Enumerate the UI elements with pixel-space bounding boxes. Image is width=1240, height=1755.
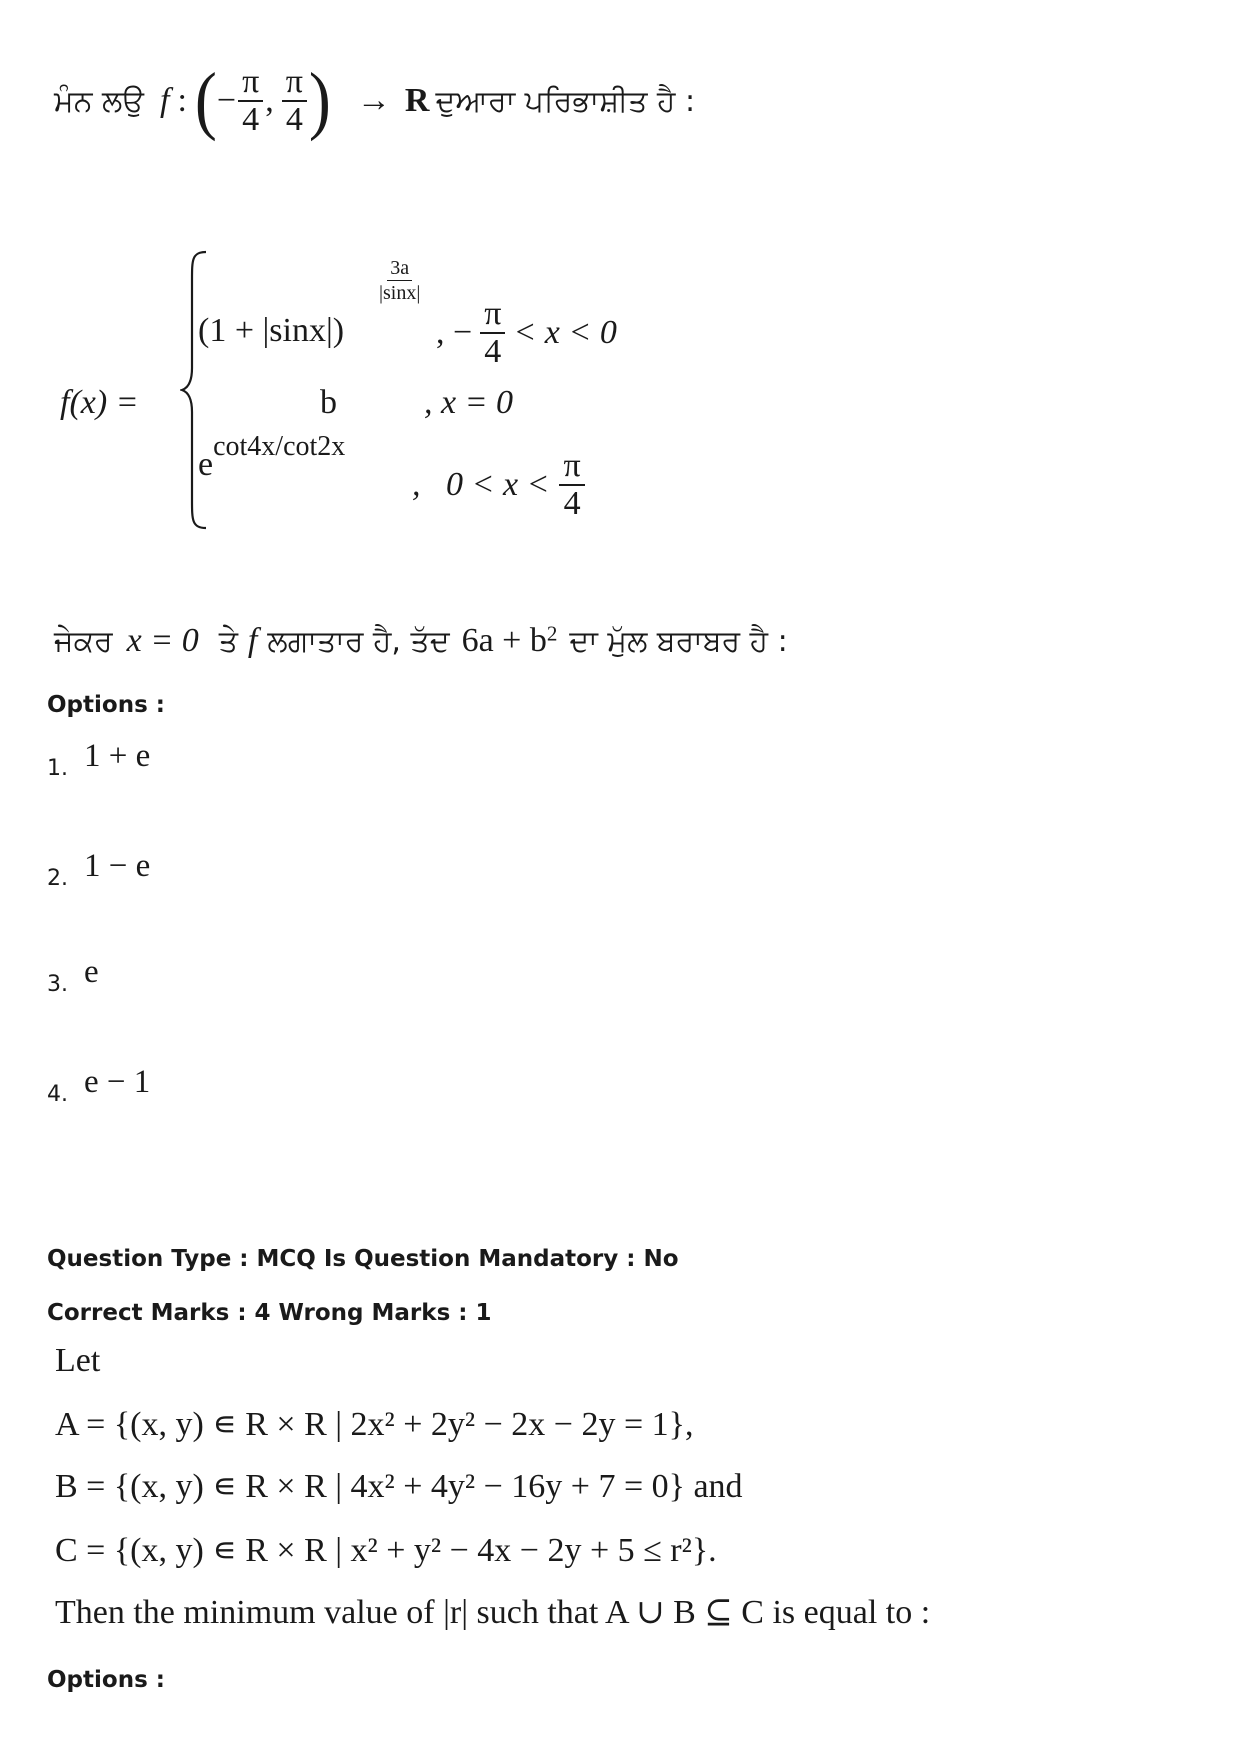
case1-exp-num: 3a — [387, 256, 412, 281]
option-number: 3. — [47, 972, 68, 997]
frac-num: π — [480, 296, 505, 334]
frac-pi-over-4-case3 — [559, 448, 584, 521]
q1-sentence-part3: ਲਗਾਤਾਰ ਹੈ, ਤੱਦ — [267, 624, 450, 659]
q1-intro-prefix: ਮੰਨ ਲਉ — [54, 83, 144, 119]
q2-question: Then the minimum value of |r| such that A ∪ B ⊆ C is equal to : — [55, 1594, 931, 1631]
q1-sentence-part1: ਜੇਕਰ — [54, 624, 113, 659]
case3-cond-prefix: , 0 < x < — [412, 465, 550, 503]
case2-expr: b — [320, 384, 337, 421]
option-number: 4. — [47, 1082, 68, 1107]
options-label: Options : — [47, 692, 165, 718]
case1-condition — [436, 296, 617, 369]
frac-den: 4 — [484, 332, 502, 370]
frac-den: 4 — [242, 101, 260, 138]
case1-exponent-fraction — [376, 256, 423, 305]
q1-sentence-fname: f — [247, 622, 258, 659]
q1-sentence-cond: x = 0 — [126, 622, 199, 659]
marks-line: Correct Marks : 4 Wrong Marks : 1 — [47, 1300, 492, 1326]
option-number: 1. — [47, 756, 68, 781]
option-value[interactable]: 1 − e — [84, 848, 151, 884]
case2-condition: , x = 0 — [424, 384, 514, 421]
q1-intro-fname: f — [160, 82, 170, 119]
frac-den: 4 — [563, 484, 581, 522]
frac-pi-over-4-right — [282, 64, 307, 137]
q1-sentence-expr-base: 6a + b — [461, 622, 547, 659]
frac-num: π — [559, 448, 584, 486]
q1-sentence-part4: ਦਾ ਮੁੱਲ ਬਰਾਬਰ ਹੈ : — [569, 624, 788, 659]
left-brace-icon — [180, 250, 210, 530]
q2-set-C: C = {(x, y) ∊ R × R | x² + y² − 4x − 2y + 5 ≤ r²}. — [55, 1532, 717, 1569]
case3-condition — [412, 448, 587, 521]
option-number: 2. — [47, 866, 68, 891]
q1-intro-line — [54, 58, 695, 144]
q1-sentence — [54, 622, 788, 660]
option-value[interactable]: e — [84, 954, 99, 990]
case3-expr — [198, 431, 346, 484]
frac-den: 4 — [285, 101, 303, 138]
question-type-line: Question Type : MCQ Is Question Mandatory : No — [47, 1246, 679, 1272]
q1-intro-colon: : — [177, 82, 187, 119]
frac-num: π — [282, 64, 307, 102]
case1-exp-den: |sinx| — [379, 282, 421, 304]
real-set-R: R — [404, 82, 430, 119]
q1-intro-minus: − — [216, 82, 237, 119]
arrow-symbol: → — [356, 82, 391, 119]
option-value[interactable]: 1 + e — [84, 738, 151, 774]
piecewise-lhs: f(x) = — [60, 384, 139, 421]
frac-pi-over-4-case1 — [480, 296, 505, 369]
case3-base: e — [198, 446, 214, 483]
q1-sentence-expr-sup: 2 — [546, 621, 558, 646]
case1-expr: (1 + |sinx|) — [198, 312, 345, 349]
frac-pi-over-4-left — [238, 64, 263, 137]
q1-sentence-expr — [462, 622, 558, 660]
case1-cond-prefix: , − — [436, 313, 473, 351]
q2-let: Let — [55, 1342, 101, 1379]
option-value[interactable]: e − 1 — [84, 1064, 151, 1100]
q1-sentence-part2: ਤੇ — [218, 624, 238, 659]
q1-intro-suffix: ਦੁਆਰਾ ਪਰਿਭਾਸ਼ੀਤ ਹੈ : — [435, 83, 696, 119]
case3-exponent: cot4x/cot2x — [213, 431, 346, 462]
case1-cond-suffix: < x < 0 — [513, 313, 617, 351]
right-paren: ) — [308, 58, 331, 143]
left-paren: ( — [194, 58, 217, 143]
comma: , — [265, 82, 274, 119]
q2-set-B: B = {(x, y) ∊ R × R | 4x² + 4y² − 16y + 7 = 0} and — [55, 1468, 743, 1505]
frac-num: π — [238, 64, 263, 102]
options-label: Options : — [47, 1667, 165, 1693]
q2-set-A: A = {(x, y) ∊ R × R | 2x² + 2y² − 2x − 2y = 1}, — [55, 1406, 694, 1443]
